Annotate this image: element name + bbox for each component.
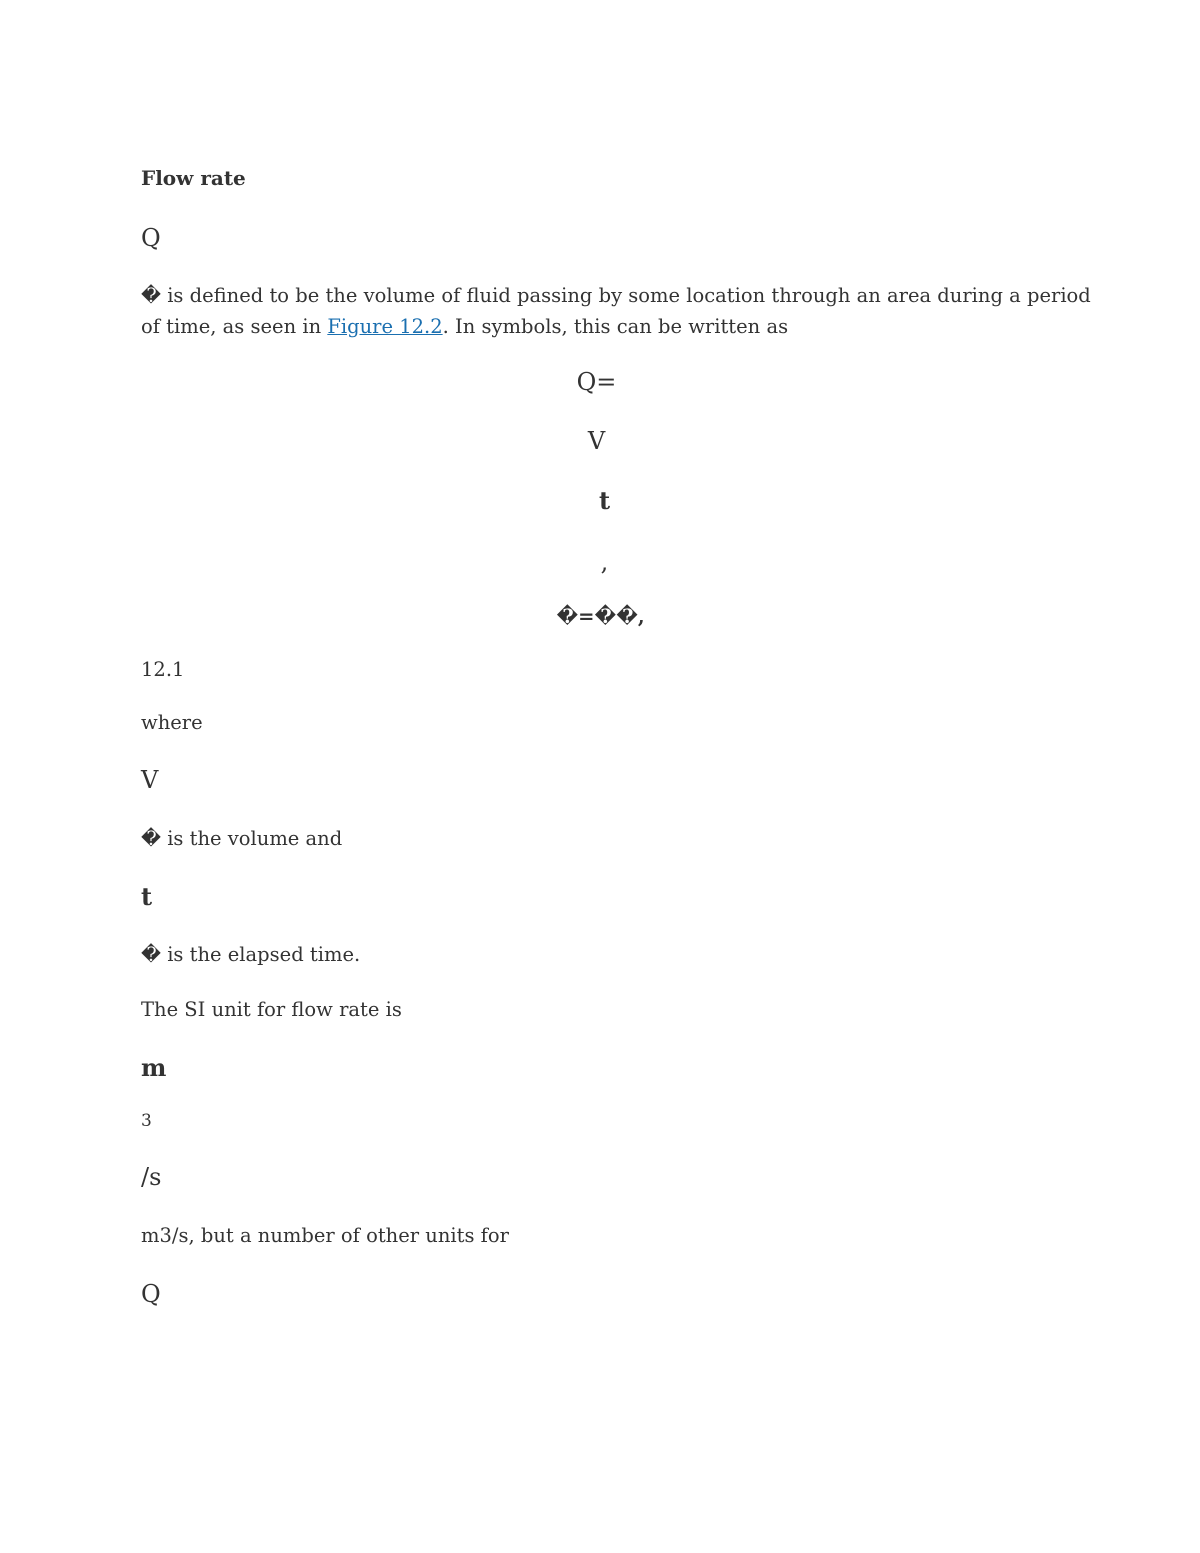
unit-m: m <box>141 1053 167 1082</box>
equation-lhs: Q= <box>576 368 617 396</box>
where-label: where <box>141 711 203 734</box>
equation-fallback-text: �=��, <box>556 605 645 628</box>
equation-number: 12.1 <box>141 658 185 681</box>
units-text: m3/s, but a number of other units for <box>141 1224 509 1247</box>
symbol-q-second: Q <box>141 1280 161 1308</box>
definition-line-2-end: . In symbols, this can be written as <box>442 315 789 338</box>
definition-paragraph <box>141 280 1091 342</box>
equation-denominator: t <box>598 486 611 515</box>
equation-comma: , <box>600 548 609 576</box>
si-unit-intro: The SI unit for flow rate is <box>141 998 402 1021</box>
definition-line-2-start: of time, as seen in <box>141 315 328 338</box>
unit-per-second: /s <box>141 1163 162 1191</box>
equation-numerator: V <box>587 427 606 455</box>
symbol-t: t <box>141 882 153 911</box>
figure-link[interactable]: Figure 12.2 <box>327 315 443 338</box>
unit-exponent: 3 <box>141 1111 152 1131</box>
symbol-q: Q <box>141 224 161 252</box>
section-heading: Flow rate <box>141 166 246 190</box>
definition-line-1: � is defined to be the volume of fluid passing by some location through an area during a period <box>141 284 1091 307</box>
v-description: � is the volume and <box>141 827 343 850</box>
symbol-v: V <box>141 766 159 794</box>
t-description: � is the elapsed time. <box>141 943 361 966</box>
